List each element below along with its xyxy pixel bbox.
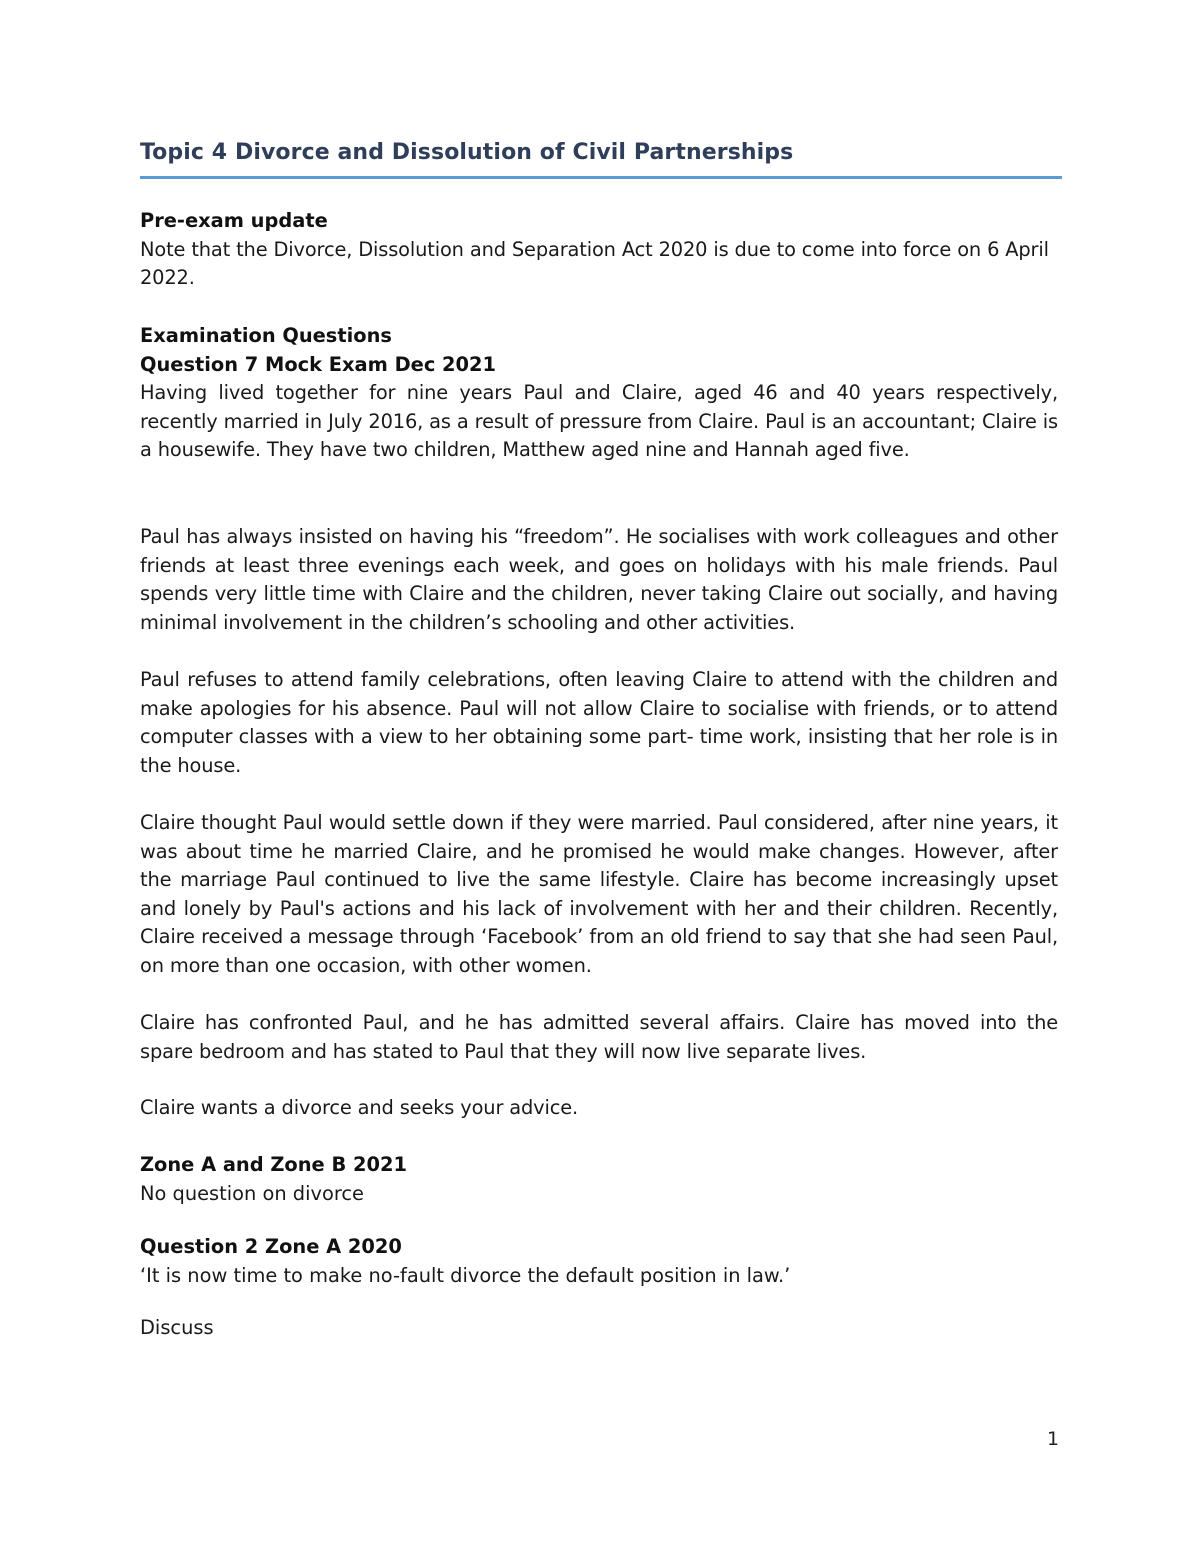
question-2-quote: ‘It is now time to make no-fault divorce the default position in law.’ [140,1263,791,1287]
pre-exam-section [140,207,1058,293]
question-7-paragraph-4: Claire thought Paul would settle down if they were married. Paul considered, after nine years, it was about time he married Claire, and he promised he would make changes. However, after the marriage Paul continued to live the same lifestyle. Claire has become increasingly upset and lonely by Paul's actions and his lack of involvement with her and their children. Recently, Claire received a message through ‘Facebook’ from an old friend to say that she had seen Paul, on more than one occasion, with other women. [140,811,1058,977]
title-underline [140,176,1062,179]
question-2-section [140,1233,1058,1290]
question-7-paragraph-5: Claire has confronted Paul, and he has admitted several affairs. Claire has moved into the spare bedroom and has stated to Paul that they will now live separate lives. [140,1011,1058,1063]
document-title: Topic 4 Divorce and Dissolution of Civil Partnerships [140,140,794,165]
question-2-heading: Question 2 Zone A 2020 [140,1235,402,1258]
pre-exam-text: Note that the Divorce, Dissolution and Separation Act 2020 is due to come into force on 6 April 2022. [140,237,1049,290]
zone-2021-section [140,1151,1058,1208]
examination-section [140,322,1058,465]
page-number: 1 [1047,1428,1060,1450]
zone-2021-text: No question on divorce [140,1181,364,1205]
question-7-heading: Question 7 Mock Exam Dec 2021 [140,352,497,376]
question-7-paragraph-3: Paul refuses to attend family celebrations, often leaving Claire to attend with the children and make apologies for his absence. Paul will not allow Claire to socialise with friends, or to attend computer classes with a view to her obtaining some part- time work, insisting that her role is in the house. [140,668,1058,777]
question-2-instruction: Discuss [140,1316,214,1339]
examination-heading: Examination Questions [140,324,392,347]
question-7-paragraph-6: Claire wants a divorce and seeks your advice. [140,1096,579,1119]
question-7-paragraph-2: Paul has always insisted on having his “freedom”. He socialises with work colleagues and other friends at least three evenings each week, and goes on holidays with his male friends. Paul spends very little time with Claire and the children, never taking Claire out socially, and having minimal involvement in the children’s schooling and other activities. [140,525,1058,634]
pre-exam-heading: Pre-exam update [140,209,328,232]
zone-2021-heading: Zone A and Zone B 2021 [140,1153,407,1176]
question-7-paragraph-1: Having lived together for nine years Paul and Claire, aged 46 and 40 years respectively, recently married in July 2016, as a result of pressure from Claire. Paul is an accountant; Claire is a housewife. They have two children, Matthew aged nine and Hannah aged five. [140,381,1058,462]
